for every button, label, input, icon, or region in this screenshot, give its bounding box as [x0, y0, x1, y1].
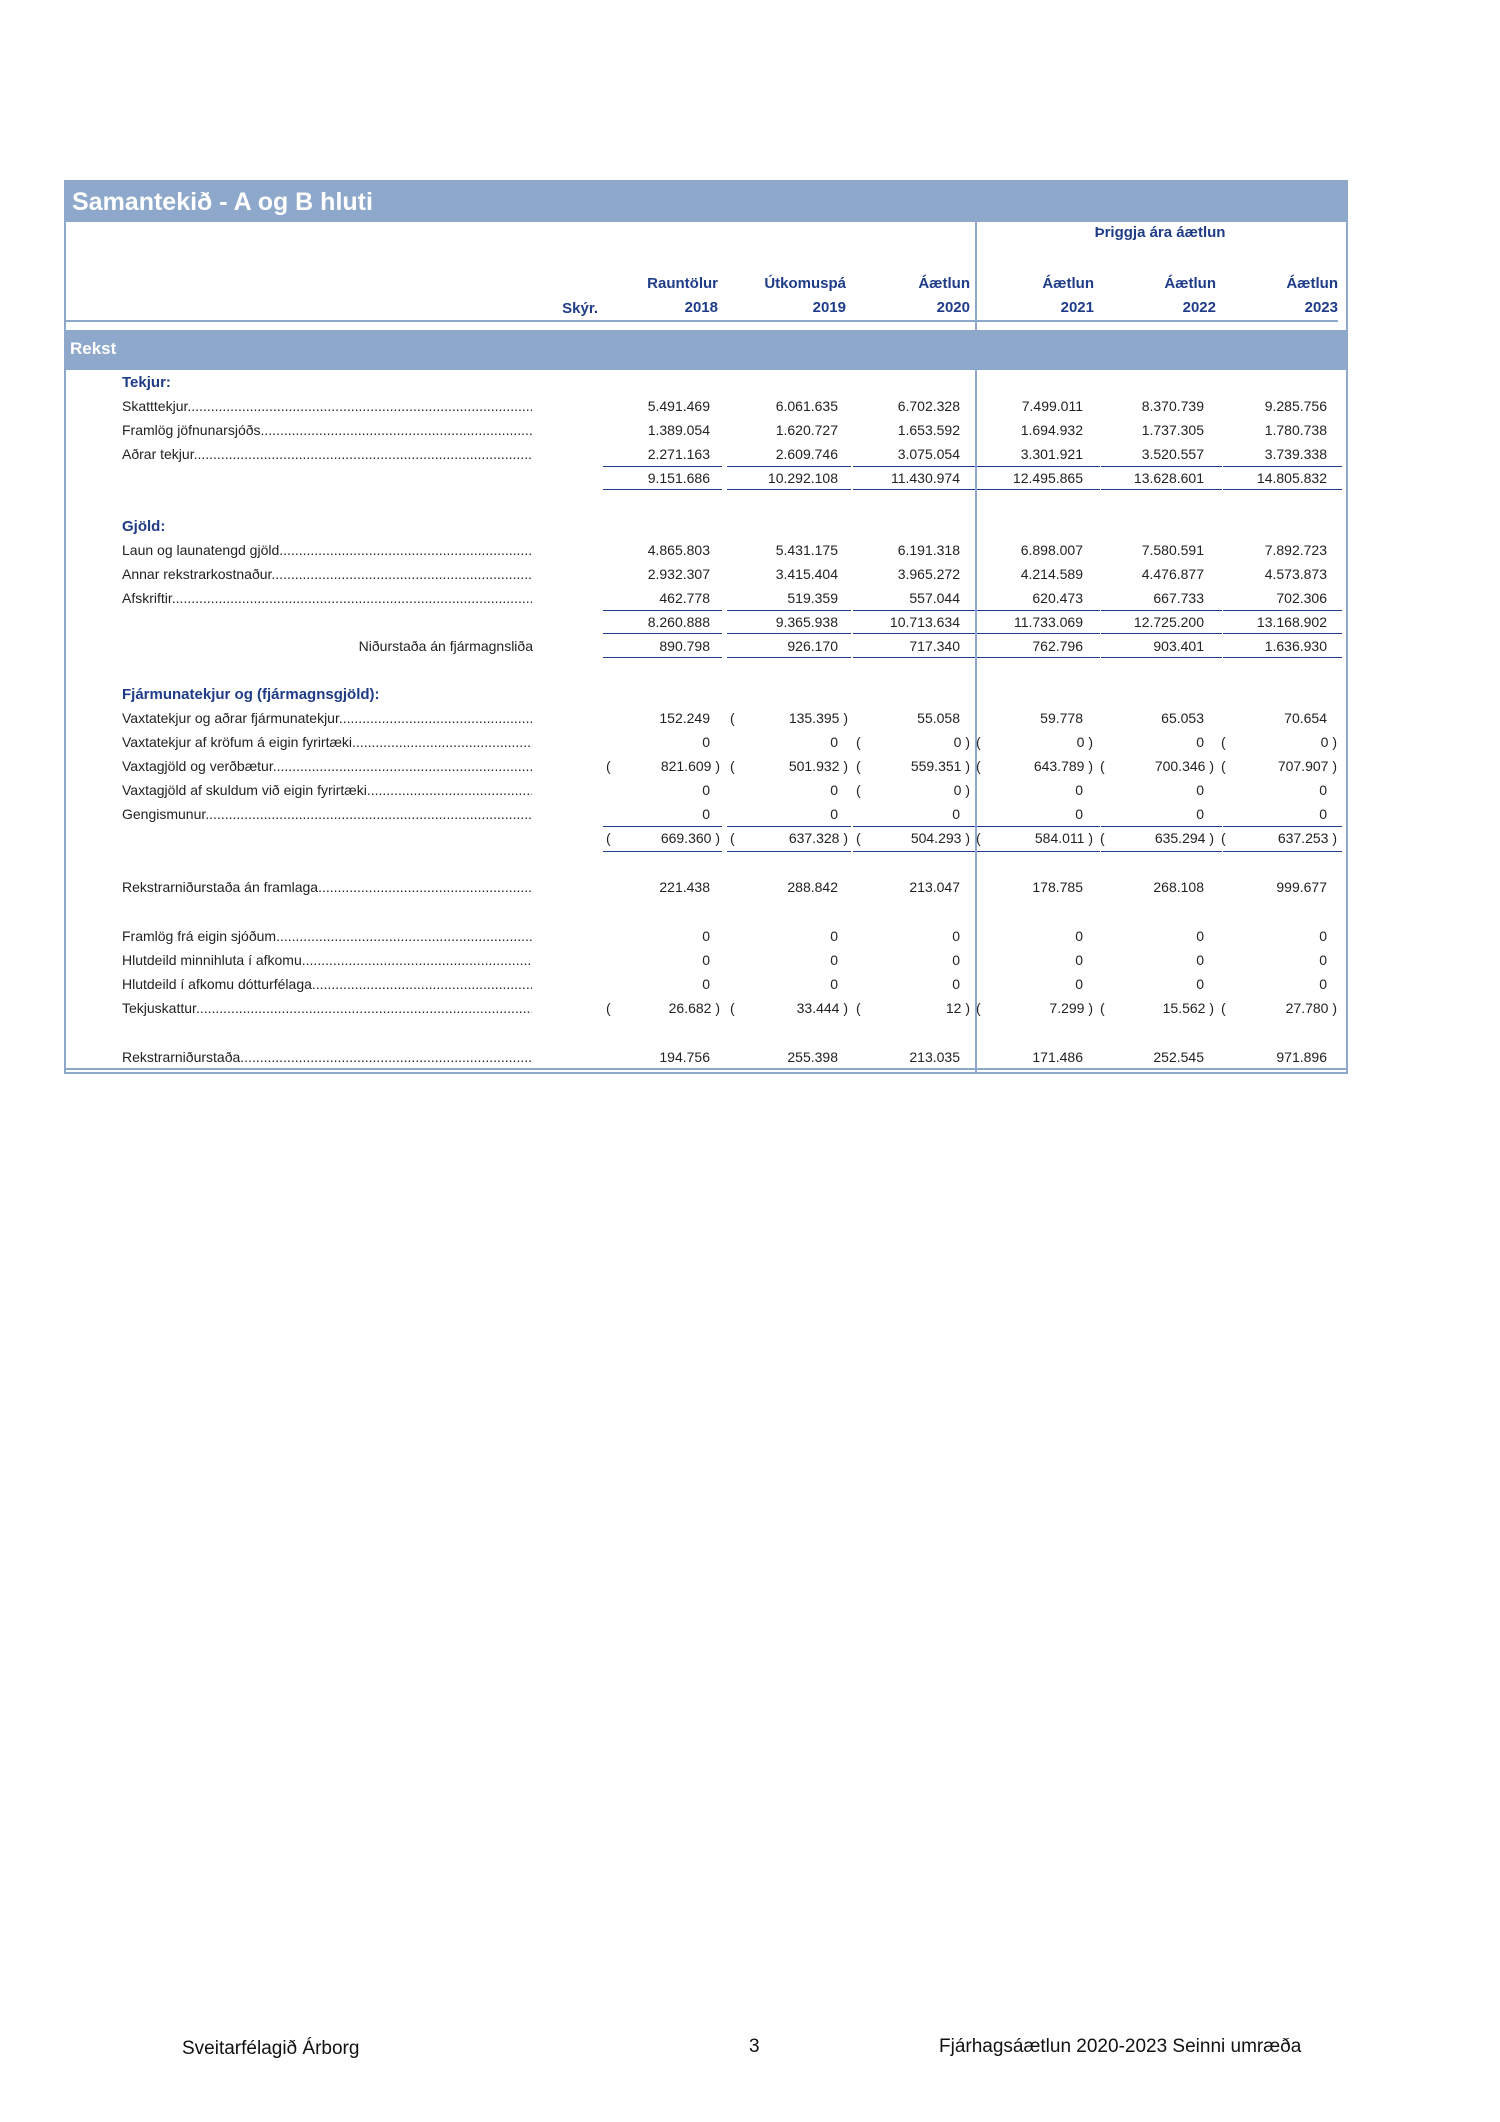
value-cell: 620.473 — [1032, 590, 1083, 606]
value-cell: 10.292.108 — [767, 470, 838, 486]
column-header-label: Útkomuspá — [764, 275, 846, 292]
group-heading-tekjur: Tekjur: — [122, 374, 171, 391]
open-paren: ( — [856, 782, 861, 798]
row-label: Aðrar tekjur ..... — [122, 446, 532, 462]
value-cell: 637.328 ) — [788, 830, 848, 846]
value-cell: 700.346 ) — [1154, 758, 1214, 774]
row-label: Vaxtagjöld og verðbætur ..... — [122, 758, 532, 774]
row-label: Gengismunur ..... — [122, 806, 532, 822]
row-label: Tekjuskattur ..... — [122, 1000, 532, 1016]
footer-page-number: 3 — [749, 2036, 760, 2057]
value-cell: 178.785 — [1032, 879, 1083, 895]
value-cell: 213.035 — [909, 1049, 960, 1065]
open-paren: ( — [730, 830, 735, 846]
value-cell: 667.733 — [1153, 590, 1204, 606]
row-label: Rekstrarniðurstaða án framlaga ..... — [122, 879, 532, 895]
header-skyr: Skýr. — [562, 300, 598, 317]
value-cell: 0 — [1319, 976, 1327, 992]
value-cell: 0 — [702, 806, 710, 822]
subtotal-rule — [1223, 657, 1342, 658]
open-paren: ( — [976, 734, 981, 750]
value-cell: 3.301.921 — [1020, 446, 1083, 462]
row-label: Hlutdeild í afkomu dótturfélaga ..... — [122, 976, 532, 992]
sheet-title: Samantekið - A og B hluti — [72, 188, 373, 216]
subtotal-rule — [1101, 610, 1222, 611]
subtotal-rule — [603, 489, 722, 490]
row-label: Vaxtagjöld af skuldum við eigin fyrirtæki ..... — [122, 782, 532, 798]
subtotal-rule — [1101, 489, 1222, 490]
value-cell: 15.562 ) — [1162, 1000, 1214, 1016]
value-cell: 7.892.723 — [1264, 542, 1327, 558]
value-cell: 8.260.888 — [647, 614, 710, 630]
subtotal-rule — [1223, 851, 1342, 852]
value-cell: 4.865.803 — [647, 542, 710, 558]
open-paren: ( — [730, 758, 735, 774]
value-cell: 0 — [1319, 782, 1327, 798]
value-cell: 0 — [702, 928, 710, 944]
value-cell: 0 — [702, 952, 710, 968]
open-paren: ( — [1100, 1000, 1105, 1016]
column-header-label: Áætlun — [1164, 275, 1216, 292]
value-cell: 4.476.877 — [1141, 566, 1204, 582]
value-cell: 0 — [952, 952, 960, 968]
value-cell: 1.780.738 — [1264, 422, 1327, 438]
subtotal-rule — [977, 489, 1100, 490]
value-cell: 252.545 — [1153, 1049, 1204, 1065]
open-paren: ( — [1221, 1000, 1226, 1016]
value-cell: 135.395 ) — [788, 710, 848, 726]
value-cell: 0 ) — [1076, 734, 1093, 750]
open-paren: ( — [976, 830, 981, 846]
value-cell: 0 — [952, 976, 960, 992]
value-cell: 0 — [830, 782, 838, 798]
group-heading-fjarmuna: Fjármunatekjur og (fjármagnsgjöld): — [122, 686, 380, 703]
header-rule — [66, 320, 1338, 322]
value-cell: 33.444 ) — [796, 1000, 848, 1016]
subtotal-rule — [1101, 657, 1222, 658]
value-cell: 1.737.305 — [1141, 422, 1204, 438]
value-cell: 584.011 ) — [1034, 830, 1093, 846]
subtotal-rule — [1223, 633, 1342, 634]
value-cell: 3.965.272 — [897, 566, 960, 582]
subtotal-rule — [727, 851, 851, 852]
open-paren: ( — [856, 758, 861, 774]
value-cell: 7.580.591 — [1141, 542, 1204, 558]
value-cell: 0 — [702, 976, 710, 992]
value-cell: 9.365.938 — [775, 614, 838, 630]
value-cell: 0 — [830, 806, 838, 822]
value-cell: 821.609 ) — [660, 758, 720, 774]
value-cell: 0 — [702, 734, 710, 750]
value-cell: 194.756 — [659, 1049, 710, 1065]
value-cell: 971.896 — [1276, 1049, 1327, 1065]
value-cell: 0 — [830, 952, 838, 968]
value-cell: 11.430.974 — [890, 470, 960, 486]
subtotal-rule — [1223, 466, 1342, 467]
value-cell: 717.340 — [909, 638, 960, 654]
value-cell: 0 — [952, 806, 960, 822]
subtotal-rule — [977, 826, 1100, 827]
value-cell: 12.725.200 — [1133, 614, 1204, 630]
row-label: Skatttekjur ..... — [122, 398, 532, 414]
value-cell: 0 — [1075, 806, 1083, 822]
footer-organization: Sveitarfélagið Árborg — [182, 2038, 360, 2059]
value-cell: 501.932 ) — [788, 758, 848, 774]
row-label: Framlög frá eigin sjóðum ..... — [122, 928, 532, 944]
table-bottom-rule — [66, 1068, 1346, 1070]
subtotal-rule — [1223, 826, 1342, 827]
value-cell: 7.299 ) — [1049, 1000, 1093, 1016]
subtotal-rule — [977, 633, 1100, 634]
value-cell: 635.294 ) — [1154, 830, 1214, 846]
open-paren: ( — [976, 758, 981, 774]
subtotal-rule — [603, 633, 722, 634]
group-heading-gjold: Gjöld: — [122, 518, 166, 535]
value-cell: 637.253 ) — [1277, 830, 1337, 846]
column-header-label: Áætlun — [918, 275, 970, 292]
value-cell: 12 ) — [945, 1000, 970, 1016]
header-group-label: Þriggja ára áætlun — [1094, 224, 1226, 241]
value-cell: 669.360 ) — [660, 830, 720, 846]
value-cell: 0 — [1075, 928, 1083, 944]
subtotal-rule — [603, 466, 722, 467]
value-cell: 519.359 — [787, 590, 838, 606]
column-header-year: 2019 — [812, 299, 846, 316]
value-cell: 2.932.307 — [647, 566, 710, 582]
value-cell: 2.609.746 — [775, 446, 838, 462]
value-cell: 55.058 — [917, 710, 960, 726]
value-cell: 14.805.832 — [1256, 470, 1327, 486]
row-label: Afskriftir ..... — [122, 590, 532, 606]
column-header-label: Áætlun — [1286, 275, 1338, 292]
value-cell: 0 — [1196, 976, 1204, 992]
row-label: Annar rekstrarkostnaður ..... — [122, 566, 532, 582]
subtotal-rule — [853, 851, 975, 852]
value-cell: 890.798 — [659, 638, 710, 654]
open-paren: ( — [606, 758, 611, 774]
value-cell: 70.654 — [1284, 710, 1327, 726]
column-header-year: 2022 — [1182, 299, 1216, 316]
open-paren: ( — [606, 1000, 611, 1016]
row-label: Hlutdeild minnihluta í afkomu ..... — [122, 952, 532, 968]
row-label: Vaxtatekjur og aðrar fjármunatekjur ..... — [122, 710, 532, 726]
open-paren: ( — [606, 830, 611, 846]
value-cell: 13.628.601 — [1133, 470, 1204, 486]
subtotal-rule — [603, 826, 722, 827]
value-cell: 0 — [1319, 952, 1327, 968]
value-cell: 4.214.589 — [1020, 566, 1083, 582]
value-cell: 1.694.932 — [1020, 422, 1083, 438]
value-cell: 3.739.338 — [1264, 446, 1327, 462]
value-cell: 1.389.054 — [647, 422, 710, 438]
subtotal-rule — [727, 466, 851, 467]
value-cell: 3.075.054 — [897, 446, 960, 462]
value-cell: 903.401 — [1153, 638, 1204, 654]
row-label: Vaxtatekjur af kröfum á eigin fyrirtæki ..... — [122, 734, 532, 750]
value-cell: 0 — [1196, 734, 1204, 750]
value-cell: 559.351 ) — [910, 758, 970, 774]
value-cell: 462.778 — [659, 590, 710, 606]
value-cell: 65.053 — [1161, 710, 1204, 726]
value-cell: 27.780 ) — [1285, 1000, 1337, 1016]
subtotal-rule — [853, 657, 975, 658]
value-cell: 504.293 ) — [910, 830, 970, 846]
value-cell: 1.636.930 — [1264, 638, 1327, 654]
value-cell: 268.108 — [1153, 879, 1204, 895]
open-paren: ( — [1100, 830, 1105, 846]
column-header-label: Rauntölur — [647, 275, 718, 292]
value-cell: 0 — [952, 928, 960, 944]
subtotal-rule — [853, 610, 975, 611]
value-cell: 12.495.865 — [1012, 470, 1083, 486]
value-cell: 4.573.873 — [1264, 566, 1327, 582]
subtotal-rule — [1101, 851, 1222, 852]
value-cell: 9.285.756 — [1264, 398, 1327, 414]
value-cell: 0 — [1075, 782, 1083, 798]
row-label: Niðurstaða án fjármagnsliða — [358, 638, 533, 654]
subtotal-rule — [1101, 826, 1222, 827]
subtotal-rule — [977, 657, 1100, 658]
value-cell: 171.486 — [1032, 1049, 1083, 1065]
section-title: Rekst — [70, 339, 117, 358]
value-cell: 5.431.175 — [775, 542, 838, 558]
open-paren: ( — [1100, 758, 1105, 774]
subtotal-rule — [853, 466, 975, 467]
open-paren: ( — [856, 734, 861, 750]
open-paren: ( — [1221, 830, 1226, 846]
value-cell: 643.789 ) — [1033, 758, 1093, 774]
open-paren: ( — [1221, 758, 1226, 774]
value-cell: 762.796 — [1032, 638, 1083, 654]
value-cell: 3.415.404 — [775, 566, 838, 582]
open-paren: ( — [856, 830, 861, 846]
open-paren: ( — [976, 1000, 981, 1016]
value-cell: 8.370.739 — [1141, 398, 1204, 414]
subtotal-rule — [1101, 633, 1222, 634]
value-cell: 1.620.727 — [775, 422, 838, 438]
subtotal-rule — [853, 489, 975, 490]
value-cell: 11.733.069 — [1013, 614, 1083, 630]
subtotal-rule — [977, 466, 1100, 467]
value-cell: 0 — [1196, 782, 1204, 798]
subtotal-rule — [727, 826, 851, 827]
subtotal-rule — [603, 610, 722, 611]
subtotal-rule — [977, 610, 1100, 611]
open-paren: ( — [856, 1000, 861, 1016]
value-cell: 6.898.007 — [1020, 542, 1083, 558]
subtotal-rule — [727, 657, 851, 658]
value-cell: 0 — [1319, 806, 1327, 822]
column-header-label: Áætlun — [1042, 275, 1094, 292]
value-cell: 152.249 — [659, 710, 710, 726]
value-cell: 0 ) — [1320, 734, 1337, 750]
value-cell: 999.677 — [1276, 879, 1327, 895]
subtotal-rule — [1223, 610, 1342, 611]
value-cell: 557.044 — [909, 590, 960, 606]
value-cell: 0 ) — [953, 734, 970, 750]
row-label: Rekstrarniðurstaða ..... — [122, 1049, 532, 1065]
column-header-year: 2023 — [1304, 299, 1338, 316]
value-cell: 3.520.557 — [1141, 446, 1204, 462]
value-cell: 0 ) — [953, 782, 970, 798]
value-cell: 0 — [1075, 952, 1083, 968]
value-cell: 1.653.592 — [897, 422, 960, 438]
value-cell: 6.702.328 — [897, 398, 960, 414]
subtotal-rule — [1223, 489, 1342, 490]
value-cell: 6.191.318 — [897, 542, 960, 558]
value-cell: 59.778 — [1040, 710, 1083, 726]
value-cell: 0 — [1075, 976, 1083, 992]
value-cell: 0 — [830, 734, 838, 750]
value-cell: 0 — [1319, 928, 1327, 944]
value-cell: 0 — [830, 928, 838, 944]
value-cell: 7.499.011 — [1021, 398, 1083, 414]
open-paren: ( — [730, 710, 735, 726]
value-cell: 221.438 — [659, 879, 710, 895]
column-header-year: 2021 — [1060, 299, 1094, 316]
subtotal-rule — [603, 851, 722, 852]
column-header-year: 2018 — [684, 299, 718, 316]
value-cell: 2.271.163 — [647, 446, 710, 462]
subtotal-rule — [727, 489, 851, 490]
subtotal-rule — [727, 610, 851, 611]
value-cell: 0 — [702, 782, 710, 798]
subtotal-rule — [603, 657, 722, 658]
value-cell: 0 — [1196, 952, 1204, 968]
subtotal-rule — [853, 826, 975, 827]
value-cell: 707.907 ) — [1277, 758, 1337, 774]
footer-document-title: Fjárhagsáætlun 2020-2023 Seinni umræða — [939, 2036, 1302, 2057]
value-cell: 255.398 — [787, 1049, 838, 1065]
value-cell: 5.491.469 — [647, 398, 710, 414]
value-cell: 26.682 ) — [668, 1000, 720, 1016]
subtotal-rule — [1101, 466, 1222, 467]
value-cell: 0 — [1196, 928, 1204, 944]
subtotal-rule — [727, 633, 851, 634]
value-cell: 0 — [1196, 806, 1204, 822]
value-cell: 288.842 — [787, 879, 838, 895]
value-cell: 10.713.634 — [889, 614, 960, 630]
subtotal-rule — [977, 851, 1100, 852]
section-band — [66, 330, 1346, 370]
value-cell: 6.061.635 — [775, 398, 838, 414]
title-bar — [66, 182, 1346, 222]
value-cell: 702.306 — [1276, 590, 1327, 606]
open-paren: ( — [1221, 734, 1226, 750]
row-label: Framlög jöfnunarsjóðs ..... — [122, 422, 532, 438]
subtotal-rule — [853, 633, 975, 634]
value-cell: 213.047 — [909, 879, 960, 895]
value-cell: 0 — [830, 976, 838, 992]
column-header-year: 2020 — [936, 299, 970, 316]
value-cell: 9.151.686 — [647, 470, 710, 486]
row-label: Laun og launatengd gjöld ..... — [122, 542, 532, 558]
value-cell: 926.170 — [787, 638, 838, 654]
value-cell: 13.168.902 — [1256, 614, 1327, 630]
open-paren: ( — [730, 1000, 735, 1016]
